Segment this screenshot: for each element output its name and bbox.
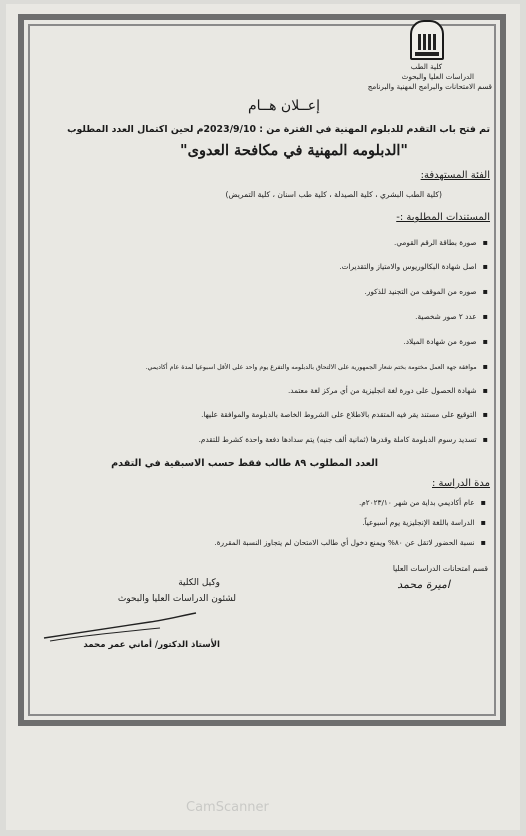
document-page [6, 4, 520, 830]
department-line-1: الدراسات العليا والبحوث [401, 72, 474, 81]
university-logo-icon [410, 20, 444, 60]
exams-section-label: قسم امتحانات الدراسات العليا [392, 564, 488, 573]
document-item: ▪ صورة من شهادة الميلاد. [403, 337, 488, 346]
announcement-title: إعــلان هــام [247, 98, 320, 114]
vice-dean-office: لشئون الدراسات العليا والبحوث [117, 594, 236, 604]
department-line-2: قسم الامتحانات والبرامج المهنية والبرنامج [367, 82, 492, 91]
opening-line: تم فتح باب التقدم للدبلوم المهنية في الفترة من : 2023/9/10م لحين اكتمال العدد المطلوب [67, 124, 490, 135]
document-item: ▪ شهادة الحصول على دورة لغة انجليزية من أي مركز لغة معتمد. [288, 386, 488, 395]
target-heading: الفئة المستهدفة: [420, 170, 490, 181]
diploma-name: "الدبلومه المهنية في مكافحة العدوى" [180, 142, 408, 159]
vice-dean-signature-icon [40, 610, 200, 644]
documents-heading: المستندات المطلوبة :- [396, 212, 490, 223]
study-duration-heading: مدة الدراسة : [432, 478, 490, 489]
study-item: ▪ نسبة الحضور لاتقل عن ٨٠% ويمنع دخول أي طالب الامتحان لم يتجاوز النسبة المقررة. [214, 538, 486, 547]
document-item: ▪ تسديد رسوم الدبلومة كاملة وقدرها (ثمانية ألف جنيه) يتم سدادها دفعة واحدة كشرط للتقدم. [199, 435, 488, 444]
exams-signature: امیرة محمد [397, 578, 450, 591]
faculty-name: كلية الطب [410, 62, 442, 71]
document-item: ▪ التوقيع على مستند يقر فيه المتقدم بالاطلاع على الشروط الخاصة بالدبلومة والموافقة عليها. [201, 410, 488, 419]
document-item: ▪ عدد ٢ صور شخصية. [415, 312, 488, 321]
document-item: ▪ اصل شهادة البكالوريوس والامتياز والتقديرات. [339, 262, 488, 271]
document-item: ▪ صوره من الموقف من التجنيد للذكور. [365, 287, 489, 296]
required-count: العدد المطلوب ٨٩ طالب فقط حسب الاسبقية في التقدم [111, 458, 378, 469]
document-item: ▪ صورة بطاقة الرقم القومي. [394, 238, 488, 247]
study-item: ▪ عام أكاديمي بداية من شهر ٢٠٢٣/١٠م. [359, 498, 486, 507]
scanner-watermark: CamScanner [186, 800, 269, 815]
vice-dean-title: وكيل الكلية [178, 578, 220, 588]
document-item: ▪ موافقة جهة العمل مختومة بختم شعار الجمهورية على الالتحاق بالدبلومه والتفرغ يوم واحد على الأقل اسبوعيا لمدة عام أكاديمي. [146, 362, 489, 371]
target-groups: (كلية الطب البشري ، كلية الصيدلة ، كلية طب اسنان ، كلية التمريض) [225, 190, 442, 199]
vice-dean-name: الأستاذ الدكتور/ أماني عمر محمد [83, 640, 220, 650]
study-item: ▪ الدراسة باللغة الإنجليزية يوم أسبوعياً. [362, 518, 486, 527]
